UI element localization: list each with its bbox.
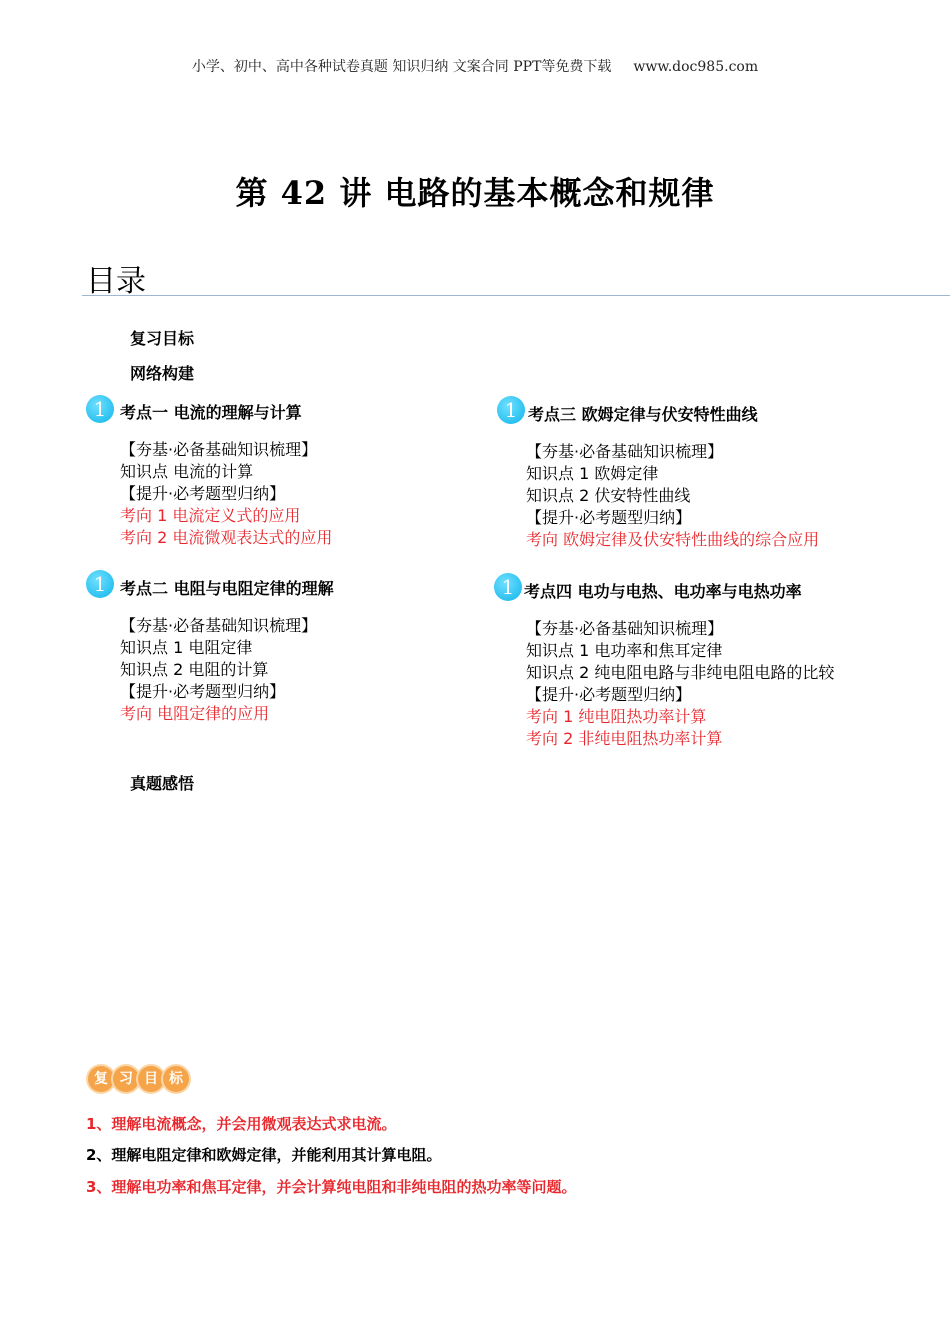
toc-line[interactable]: 知识点 电流的计算	[120, 462, 254, 481]
toc-line[interactable]: 【提升·必考题型归纳】	[120, 682, 286, 701]
badge-char: 目	[138, 1066, 164, 1092]
section-number-icon: 1	[497, 396, 525, 424]
section-lines-3	[526, 441, 819, 551]
toc-line[interactable]: 考向 2 电流微观表达式的应用	[120, 528, 333, 547]
toc-line[interactable]: 知识点 2 伏安特性曲线	[526, 486, 691, 505]
section-title-2[interactable]: 考点二 电阻与电阻定律的理解	[120, 579, 334, 598]
toc-line[interactable]: 【夯基·必备基础知识梳理】	[526, 442, 724, 461]
section-title-1[interactable]: 考点一 电流的理解与计算	[120, 403, 302, 422]
page-title: 第 42 讲 电路的基本概念和规律	[235, 174, 715, 212]
section-number-icon: 1	[494, 573, 522, 601]
toc-divider	[82, 295, 950, 296]
header-url[interactable]: www.doc985.com	[633, 59, 759, 75]
goal-item-1: 1、理解电流概念，并会用微观表达式求电流。	[86, 1115, 397, 1133]
section-number-icon: 1	[86, 395, 114, 423]
review-goals-badge	[88, 1066, 188, 1092]
badge-char: 习	[113, 1066, 139, 1092]
toc-line[interactable]: 考向 2 非纯电阻热功率计算	[526, 729, 723, 748]
header-text: 小学、初中、高中各种试卷真题 知识归纳 文案合同 PPT等免费下载	[191, 59, 612, 75]
goal-item-2: 2、理解电阻定律和欧姆定律，并能利用其计算电阻。	[86, 1146, 442, 1164]
section-title-4[interactable]: 考点四 电功与电热、电功率与电热功率	[524, 582, 802, 601]
toc-entry-real-exam[interactable]: 真题感悟	[130, 774, 195, 793]
toc-entry-review-goals[interactable]: 复习目标	[130, 329, 195, 348]
toc-line[interactable]: 【提升·必考题型归纳】	[120, 484, 286, 503]
section-title-3[interactable]: 考点三 欧姆定律与伏安特性曲线	[528, 405, 758, 424]
toc-line[interactable]: 【提升·必考题型归纳】	[526, 685, 692, 704]
toc-line[interactable]: 知识点 1 欧姆定律	[526, 464, 659, 483]
toc-line[interactable]: 知识点 2 电阻的计算	[120, 660, 269, 679]
toc-heading: 目录	[86, 264, 146, 299]
toc-line[interactable]: 【夯基·必备基础知识梳理】	[120, 440, 318, 459]
badge-char: 标	[163, 1066, 189, 1092]
toc-line[interactable]: 考向 1 电流定义式的应用	[120, 506, 301, 525]
toc-line[interactable]: 知识点 2 纯电阻电路与非纯电阻电路的比较	[526, 663, 835, 682]
toc-line[interactable]: 考向 电阻定律的应用	[120, 704, 270, 723]
badge-char: 复	[88, 1066, 114, 1092]
section-number-icon: 1	[86, 570, 114, 598]
toc-line[interactable]: 【提升·必考题型归纳】	[526, 508, 692, 527]
toc-line[interactable]: 【夯基·必备基础知识梳理】	[526, 619, 724, 638]
toc-line[interactable]: 考向 欧姆定律及伏安特性曲线的综合应用	[526, 530, 820, 549]
section-lines-1	[120, 439, 332, 549]
toc-line[interactable]: 知识点 1 电阻定律	[120, 638, 253, 657]
toc-line[interactable]: 知识点 1 电功率和焦耳定律	[526, 641, 723, 660]
toc-entry-network[interactable]: 网络构建	[130, 364, 195, 383]
section-lines-4	[526, 618, 834, 750]
toc-line[interactable]: 考向 1 纯电阻热功率计算	[526, 707, 707, 726]
page-header	[0, 56, 950, 76]
goal-item-3: 3、理解电功率和焦耳定律，并会计算纯电阻和非纯电阻的热功率等问题。	[86, 1178, 577, 1196]
toc-line[interactable]: 【夯基·必备基础知识梳理】	[120, 616, 318, 635]
section-lines-2	[120, 615, 317, 725]
